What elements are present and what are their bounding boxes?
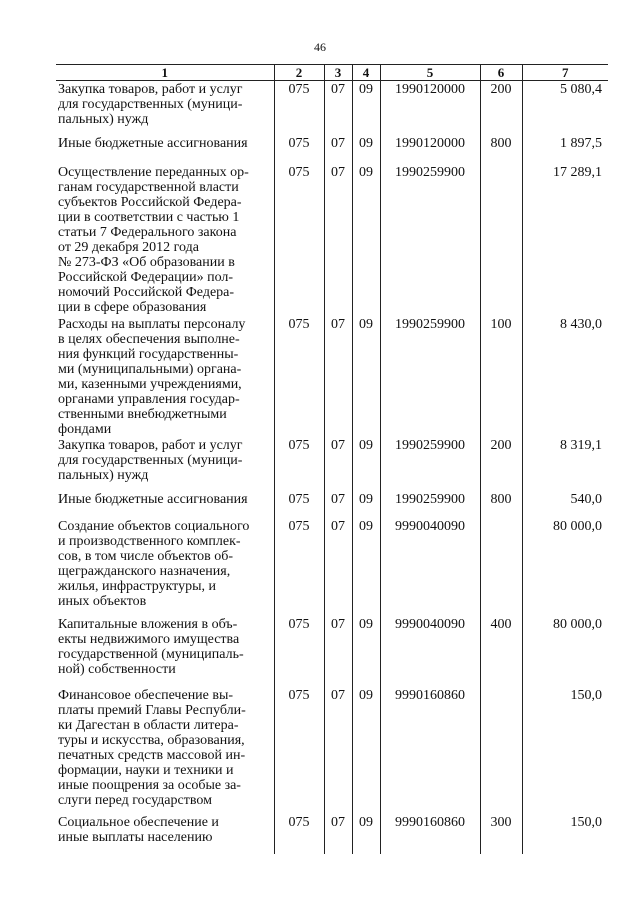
cell-amount: 540,0 [522,491,608,518]
cell-section-code: 07 [324,164,352,316]
cell-subsection-code: 09 [352,437,380,491]
cell-expense-type-code: 200 [480,81,522,135]
cell-expense-type-code [480,687,522,814]
table-row [56,616,608,687]
table-body [56,81,608,854]
column-header-3: 3 [324,65,352,81]
cell-admin-code: 075 [274,687,324,814]
cell-row-name [56,518,274,616]
cell-amount: 150,0 [522,814,608,854]
cell-row-name [56,437,274,491]
cell-admin-code: 075 [274,316,324,437]
cell-row-name [56,81,274,135]
page-number: 46 [314,40,326,54]
row-description: Социальное обеспечение и иные выплаты населению [58,814,219,845]
cell-amount: 17 289,1 [522,164,608,316]
cell-amount: 80 000,0 [522,616,608,687]
cell-section-code: 07 [324,437,352,491]
table-row [56,81,608,135]
row-description: Капитальные вложения в объ- екты недвижимого имущества государственной (муниципаль- ной) собственности [58,616,244,677]
column-header-4: 4 [352,65,380,81]
column-header-5: 5 [380,65,480,81]
cell-amount: 1 897,5 [522,135,608,164]
cell-amount: 8 319,1 [522,437,608,491]
column-header-7: 7 [522,65,608,81]
cell-subsection-code: 09 [352,687,380,814]
table-row [56,491,608,518]
table-row [56,135,608,164]
cell-admin-code: 075 [274,491,324,518]
cell-subsection-code: 09 [352,135,380,164]
cell-expense-type-code [480,518,522,616]
cell-target-article-code: 1990120000 [380,81,480,135]
cell-amount: 8 430,0 [522,316,608,437]
table-row [56,687,608,814]
cell-section-code: 07 [324,518,352,616]
row-description: Иные бюджетные ассигнования [58,491,248,507]
cell-target-article-code: 9990040090 [380,616,480,687]
cell-subsection-code: 09 [352,164,380,316]
cell-admin-code: 075 [274,164,324,316]
column-header-2: 2 [274,65,324,81]
cell-subsection-code: 09 [352,518,380,616]
cell-section-code: 07 [324,687,352,814]
cell-expense-type-code: 100 [480,316,522,437]
cell-row-name [56,687,274,814]
cell-admin-code: 075 [274,616,324,687]
cell-section-code: 07 [324,316,352,437]
cell-expense-type-code: 400 [480,616,522,687]
cell-subsection-code: 09 [352,814,380,854]
cell-row-name [56,491,274,518]
table-row [56,437,608,491]
row-description: Закупка товаров, работ и услуг для государственных (муници- пальных) нужд [58,82,243,127]
cell-target-article-code: 9990040090 [380,518,480,616]
row-description: Финансовое обеспечение вы- платы премий Главы Республи- ки Дагестан в области литера- туры и искусства, образования, печатных средств массовой ин- формации, науки и техники и иные поощрения за особые за- слуги перед государством [58,687,246,808]
cell-target-article-code: 1990120000 [380,135,480,164]
cell-admin-code: 075 [274,437,324,491]
header-row [56,65,608,81]
row-description: Создание объектов социального и производственного комплек- сов, в том числе объектов об- щегражданского назначения, жилья, инфраструктуры, и иных объектов [58,518,250,609]
cell-admin-code: 075 [274,814,324,854]
table-row [56,814,608,854]
cell-amount: 80 000,0 [522,518,608,616]
cell-row-name [56,316,274,437]
cell-amount: 150,0 [522,687,608,814]
budget-table [56,64,608,854]
cell-subsection-code: 09 [352,316,380,437]
cell-subsection-code: 09 [352,81,380,135]
cell-target-article-code: 9990160860 [380,687,480,814]
row-description: Закупка товаров, работ и услуг для государственных (муници- пальных) нужд [58,437,243,483]
cell-section-code: 07 [324,491,352,518]
cell-row-name [56,814,274,854]
cell-subsection-code: 09 [352,491,380,518]
table-row [56,164,608,316]
column-header-1: 1 [56,65,274,81]
cell-section-code: 07 [324,814,352,854]
cell-expense-type-code: 200 [480,437,522,491]
cell-amount: 5 080,4 [522,81,608,135]
column-header-6: 6 [480,65,522,81]
cell-row-name [56,616,274,687]
row-description: Расходы на выплаты персоналу в целях обеспечения выполне- ния функций государственны- ми (муниципальными) органа- ми, казенными учреждениями, органами управления государ- ственными внебюджетными фондами [58,316,246,437]
cell-expense-type-code: 800 [480,135,522,164]
cell-target-article-code: 1990259900 [380,437,480,491]
table-row [56,316,608,437]
cell-expense-type-code: 300 [480,814,522,854]
cell-admin-code: 075 [274,81,324,135]
row-description: Осуществление переданных ор- ганам государственной власти субъектов Российской Федера- ции в соответствии с частью 1 статьи 7 Федерального закона от 29 декабря 2012 года № 273-ФЗ «Об образовании в Российской Федерации» пол- номочий Российской Федера- ции в сфере образования [58,164,249,315]
cell-row-name [56,164,274,316]
cell-target-article-code: 9990160860 [380,814,480,854]
table-row [56,518,608,616]
cell-target-article-code: 1990259900 [380,164,480,316]
cell-section-code: 07 [324,81,352,135]
cell-admin-code: 075 [274,518,324,616]
cell-section-code: 07 [324,616,352,687]
cell-admin-code: 075 [274,135,324,164]
cell-expense-type-code [480,164,522,316]
cell-subsection-code: 09 [352,616,380,687]
cell-section-code: 07 [324,135,352,164]
row-description: Иные бюджетные ассигнования [58,135,248,151]
cell-row-name [56,135,274,164]
cell-target-article-code: 1990259900 [380,491,480,518]
cell-target-article-code: 1990259900 [380,316,480,437]
cell-expense-type-code: 800 [480,491,522,518]
